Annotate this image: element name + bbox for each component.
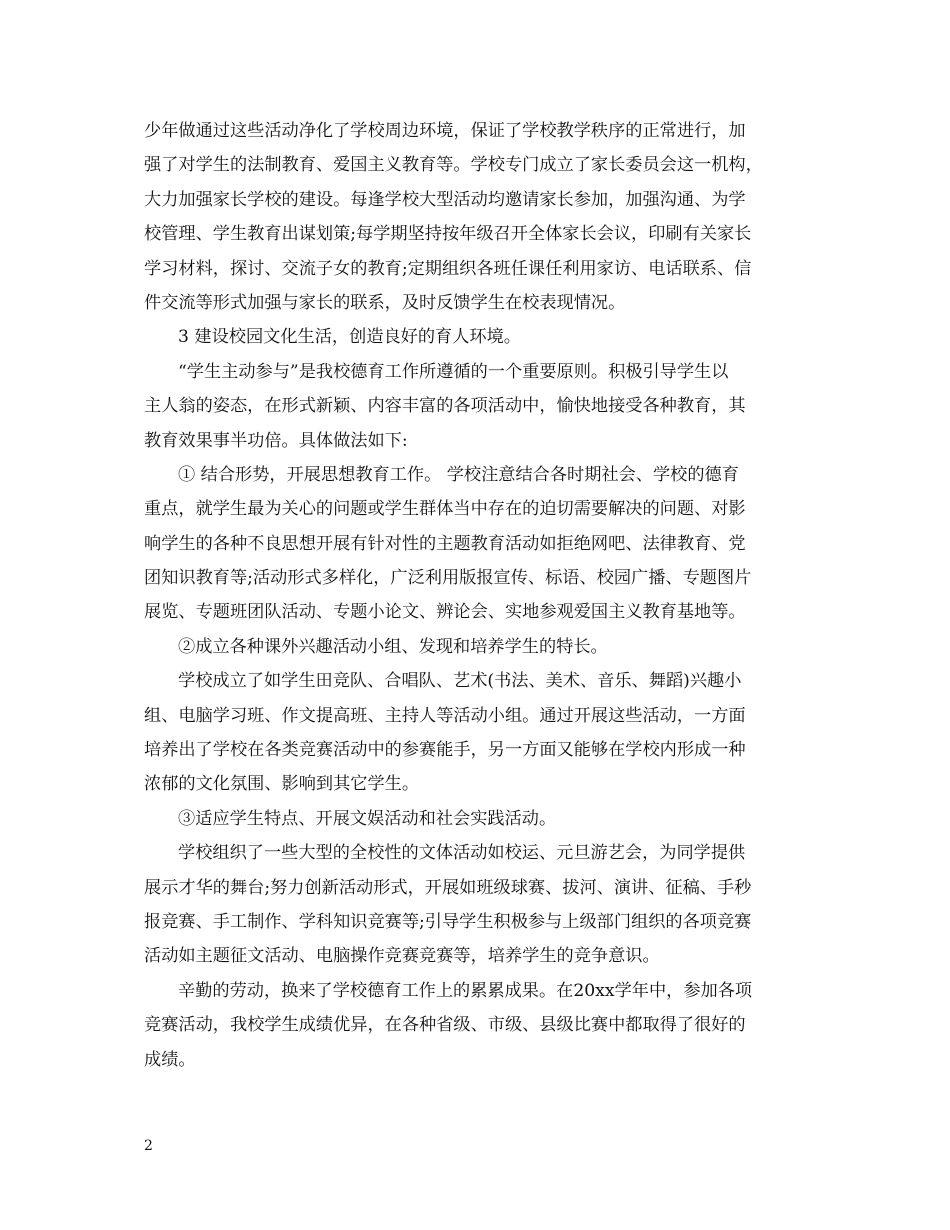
text-line: 培养出了学校在各类竞赛活动中的参赛能手，另一方面又能够在学校内形成一种 xyxy=(144,740,746,761)
text-line: 团知识教育等;活动形式多样化，广泛利用版报宣传、标语、校园广播、专题图片 xyxy=(144,568,752,589)
text-line: 学校成立了如学生田竞队、合唱队、艺术(书法、美术、音乐、舞蹈)兴趣小 xyxy=(178,671,742,692)
text-line: 件交流等形式加强与家长的联系，及时反馈学生在校表现情况。 xyxy=(144,292,626,313)
text-line: 组、电脑学习班、作文提高班、主持人等活动小组。通过开展这些活动，一方面 xyxy=(144,705,746,726)
text-line: 强了对学生的法制教育、爱国主义教育等。学校专门成立了家长委员会这一机构， xyxy=(144,155,763,176)
page-number: 2 xyxy=(144,1138,153,1154)
text-line: 重点，就学生最为关心的问题或学生群体当中存在的迫切需要解决的问题、对影 xyxy=(144,499,746,520)
text-line: 活动如主题征文活动、电脑操作竞赛竞赛等，培养学生的竞争意识。 xyxy=(144,946,660,967)
text-line: 大力加强家长学校的建设。每逢学校大型活动均邀请家长参加，加强沟通、为学 xyxy=(144,189,746,210)
text-line: 辛勤的劳动，换来了学校德育工作上的累累成果。在20xx学年中，参加各项 xyxy=(178,980,753,1001)
text-line: 浓郁的文化氛围、影响到其它学生。 xyxy=(144,774,420,795)
text-line: 响学生的各种不良思想开展有针对性的主题教育活动如拒绝网吧、法律教育、党 xyxy=(144,533,746,554)
document-body xyxy=(144,114,812,1077)
text-line: “学生主动参与”是我校德育工作所遵循的一个重要原则。积极引导学生以 xyxy=(178,361,729,382)
text-line: 成绩。 xyxy=(144,1049,196,1070)
text-line: 主人翁的姿态，在形式新颖、内容丰富的各项活动中，愉快地接受各种教育，其 xyxy=(144,396,746,417)
text-line: 教育效果事半功倍。具体做法如下: xyxy=(144,430,408,451)
list-item-heading: ②成立各种课外兴趣活动小组、发现和培养学生的特长。 xyxy=(178,636,608,657)
section-heading: 3 建设校园文化生活，创造良好的育人环境。 xyxy=(178,327,521,348)
text-line: 报竞赛、手工制作、学科知识竞赛等;引导学生积极参与上级部门组织的各项竞赛 xyxy=(144,911,752,932)
text-line: 竞赛活动，我校学生成绩优异，在各种省级、市级、县级比赛中都取得了很好的 xyxy=(144,1015,746,1036)
list-item-heading: ③适应学生特点、开展文娱活动和社会实践活动。 xyxy=(178,808,557,829)
text-line: 校管理、学生教育出谋划策;每学期坚持按年级召开全体家长会议，印刷有关家长 xyxy=(144,224,752,245)
text-line: 展览、专题班团队活动、专题小论文、辨论会、实地参观爱国主义教育基地等。 xyxy=(144,602,746,623)
text-line: 学习材料，探讨、交流子女的教育;定期组织各班任课任利用家访、电话联系、信 xyxy=(144,258,752,279)
text-line: 学校组织了一些大型的全校性的文体活动如校运、元旦游艺会，为同学提供 xyxy=(178,843,746,864)
text-line: 少年做通过这些活动净化了学校周边环境，保证了学校教学秩序的正常进行，加 xyxy=(144,121,746,141)
list-item-heading: ① 结合形势，开展思想教育工作。 学校注意结合各时期社会、学校的德育 xyxy=(178,464,739,485)
text-line: 展示才华的舞台;努力创新活动形式，开展如班级球赛、拔河、演讲、征稿、手秒 xyxy=(144,877,752,898)
